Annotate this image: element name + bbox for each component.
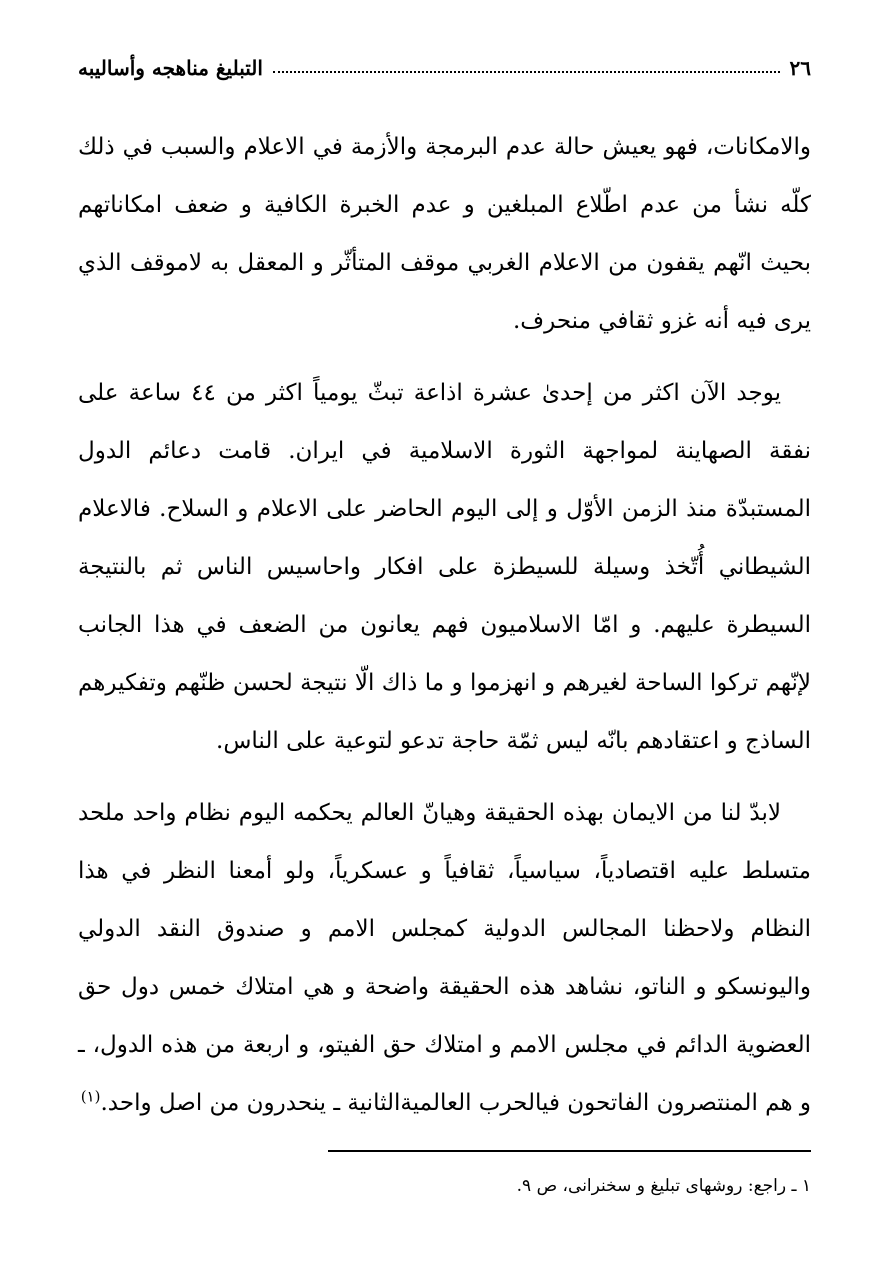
header-dot-leader bbox=[273, 71, 780, 73]
body-text bbox=[78, 118, 811, 1132]
page-number: ٢٦ bbox=[789, 56, 811, 80]
footnote-separator bbox=[328, 1150, 811, 1152]
running-header bbox=[78, 50, 811, 86]
paragraph-2: يوجد الآن اكثر من إحدىٰ عشرة اذاعة تبثّ يومياً اكثر من ٤٤ ساعة على نفقة الصهاينة لمواجهة الثورة الاسلامية في ايران. قامت دعائم الدول المستبدّة منذ الزمن الأوّل و إلى اليوم الحاضر على الاعلام و السلاح. فالاعلام الشيطاني أُتّخذ وسيلة للسيطزة على افكار واحاسيس الناس ثم بالنتيجة السيطرة عليهم. و امّا الاسلاميون فهم يعانون من الضعف في هذا الجانب لإنّهم تركوا الساحة لغيرهم و انهزموا و ما ذاك الّا نتيجة لحسن ظنّهم وتفكيرهم الساذج و اعتقادهم بانّه ليس ثمّة حاجة تدعو لتوعية على الناس. bbox=[78, 380, 811, 754]
paragraph-1: والامكانات، فهو يعيش حالة عدم البرمجة والأزمة في الاعلام والسبب في ذلك كلّه نشأ من عدم اطّلاع المبلغين و عدم الخبرة الكافية و ضعف امكاناتهم بحيث انّهم يقفون من الاعلام الغربي موقف المتأثّر و المعقل به لاموقف الذي يرى فيه أنه غزو ثقافي منحرف. bbox=[78, 134, 811, 334]
footnote-reference[interactable]: (١) bbox=[80, 1087, 101, 1106]
paragraph-3 bbox=[78, 784, 811, 1132]
footnote: ١ ـ راجع: روشهاى تبليغ و سخنرانى، ص ٩. bbox=[516, 1176, 811, 1196]
paragraph-3-text: لابدّ لنا من الايمان بهذه الحقيقة وهيانّ العالم يحكمه اليوم نظام واحد ملحد متسلط عليه اقتصادياً، سياسياً، ثقافياً و عسكرياً، ولو أمعنا النظر في هذا النظام ولاحظنا المجالس الدولية كمجلس الامم و صندوق النقد الدولي واليونسكو و الناتو، نشاهد هذه الحقيقة واضحة و هي امتلاك خمس دول حق العضوية الدائم في مجلس الامم و امتلاك حق الفيتو، و اربعة من هذه الدول، ـ و هم المنتصرون الفاتحون فيالحرب العالميةالثانية ـ ينحدرون من اصل واحد. bbox=[78, 800, 811, 1116]
running-title: التبليغ مناهجه وأساليبه bbox=[78, 56, 263, 80]
